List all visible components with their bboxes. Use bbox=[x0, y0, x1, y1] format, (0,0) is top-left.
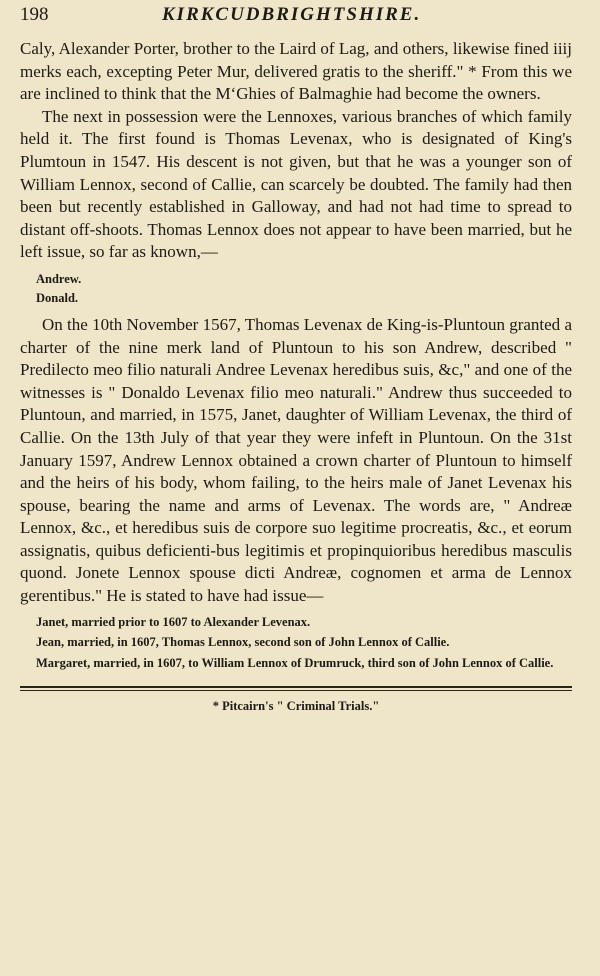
page-header bbox=[20, 4, 572, 38]
footnote-divider bbox=[20, 686, 572, 688]
footnote-divider-thin bbox=[20, 690, 572, 691]
list-item: Donald. bbox=[36, 290, 79, 305]
footnote: * Pitcairn's " Criminal Trials." bbox=[212, 699, 380, 714]
list-item: Janet, married prior to 1607 to Alexander Levenax. bbox=[36, 614, 311, 629]
page-number: 198 bbox=[20, 4, 49, 25]
list-item: Margaret, married, in 1607, to William Lennox of Drumruck, third son of John Lennox of Callie. bbox=[36, 655, 554, 670]
paragraph-1: Caly, Alexander Porter, brother to the Laird of Lag, and others, likewise fined iiij merks each, excepting Peter Mur, delivered gratis to the sheriff." * From this we are inclined to think that the M‘Ghies of Balmaghie had become the owners. bbox=[20, 39, 572, 104]
list-item: Jean, married, in 1607, Thomas Lennox, second son of John Lennox of Callie. bbox=[36, 635, 450, 650]
paragraph-3: On the 10th November 1567, Thomas Levenax de King-is-Pluntoun granted a charter of the nine merk land of Pluntoun to his son Andrew, described " Predilecto meo filio naturali Andree Levenax heredibus suis, &c," and one of the witnesses is " Donaldo Levenax filio meo naturali." Andrew thus succeeded to Pluntoun, and married, in 1575, Janet, daughter of William Levenax, the third of Callie. On the 13th July of that year they were infeft in Pluntoun. On the 31st January 1597, Andrew Lennox obtained a crown charter of Pluntoun to himself and the heirs of his body, whom failing, to the heirs male of Janet Levenax his spouse, bearing the name and arms of Levenax. The words are, " Andreæ Lennox, &c., et heredibus suis de corpore suo legitime procreatis, &c., et eorum assignatis, quibus deficienti-bus legitimis et propinquioribus heredibus masculis quond. Jonete Lennox spouse dicti Andreæ, cognomen et arma de Lennox gerentibus." He is stated to have had issue— bbox=[20, 314, 572, 606]
list-item: Andrew. bbox=[36, 271, 82, 286]
running-title: KIRKCUDBRIGHTSHIRE. bbox=[162, 4, 422, 25]
issue-list-andrew bbox=[36, 614, 572, 673]
body-text bbox=[20, 38, 572, 672]
paragraph-2: The next in possession were the Lennoxes, various branches of which family held it. The first found is Thomas Levenax, who is designated of King's Plumtoun in 1547. His descent is not given, but that he was a younger son of William Lennox, second of Callie, can scarcely be doubted. The family had then been but recently established in Galloway, and had not had time to spread to distant off-shoots. Thomas Lennox does not appear to have been married, but he left issue, so far as known,— bbox=[20, 106, 572, 262]
issue-list-thomas bbox=[36, 270, 572, 308]
